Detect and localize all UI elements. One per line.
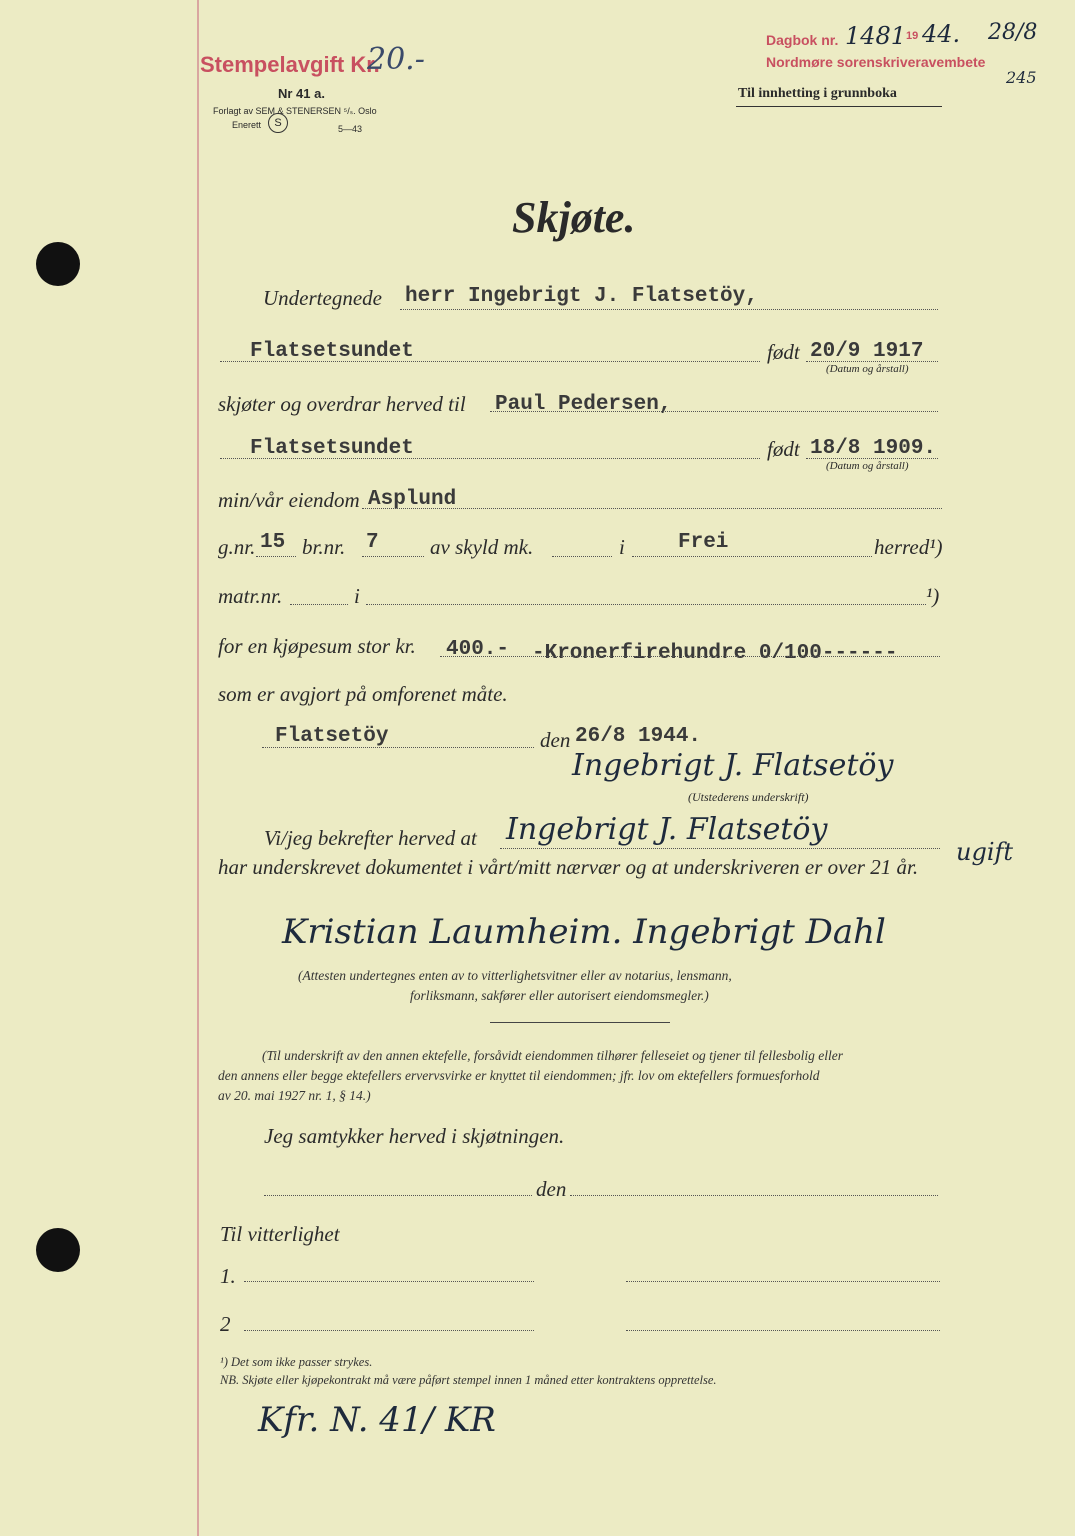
date-hint-2: (Datum og årstall) xyxy=(826,460,909,472)
witness-confirm-line2: har underskrevet dokumentet i vårt/mitt nærvær og at underskriveren er over 21 år. xyxy=(218,855,919,879)
document-title: Skjøte. xyxy=(512,193,636,242)
date-value: 26/8 1944. xyxy=(575,725,702,748)
witness-confirm-label: Vi/jeg bekrefter herved at xyxy=(264,826,477,850)
publisher-line: Forlagt av SEM & STENERSEN ⁵/ₛ. Oslo xyxy=(213,106,377,116)
bnr-value: 7 xyxy=(366,531,379,554)
i-label: i xyxy=(619,535,625,559)
unmarried-note: ugift xyxy=(956,838,1014,866)
transfer-value: Paul Pedersen, xyxy=(495,393,672,416)
undersigned-value: herr Ingebrigt J. Flatsetöy, xyxy=(405,285,758,308)
journal-year-prefix: 19 xyxy=(906,30,919,42)
born1-value: 20/9 1917 xyxy=(810,340,924,363)
seller-signature: Ingebrigt J. Flatsetöy xyxy=(572,748,894,783)
punch-hole-top xyxy=(36,242,80,286)
municipality-value: Frei xyxy=(678,531,729,554)
punch-hole-bottom xyxy=(36,1228,80,1272)
stamp-fee-label: Stempelavgift Kr. xyxy=(200,52,380,77)
property-label: min/vår eiendom xyxy=(218,488,360,512)
den-label: den xyxy=(540,728,571,752)
page-reference: 245 xyxy=(1006,68,1037,87)
spouse-note-line3: av 20. mai 1927 nr. 1, § 14.) xyxy=(218,1088,371,1103)
publisher-logo-icon: S xyxy=(268,113,288,133)
witness-signatures: Kristian Laumheim. Ingebrigt Dahl xyxy=(282,912,886,952)
registry-note: Til innhetting i grunnboka xyxy=(738,86,897,101)
born1-label: født xyxy=(767,340,800,364)
skyld-label: av skyld mk. xyxy=(430,535,534,559)
witness-title: Til vitterlighet xyxy=(220,1222,340,1246)
court-office: Nordmøre sorenskriveravembete xyxy=(766,54,986,70)
registry-underline xyxy=(736,106,942,107)
price-words: -Kronerfirehundre 0/100------ xyxy=(532,642,898,665)
footnote-2: NB. Skjøte eller kjøpekontrakt må være påført stempel innen 1 måned etter kontraktens opprettelse. xyxy=(220,1373,717,1387)
consent-label: Jeg samtykker herved i skjøtningen. xyxy=(264,1124,565,1148)
journal-number: 1481 xyxy=(845,22,907,50)
price-label: for en kjøpesum stor kr. xyxy=(218,634,416,658)
property-value: Asplund xyxy=(368,488,457,511)
witness2-number: 2 xyxy=(220,1312,231,1336)
attest-note-line1: (Attesten undertegnes enten av to vitterlighetsvitner eller av notarius, lensmann, xyxy=(298,968,732,983)
spouse-note-line1: (Til underskrift av den annen ektefelle, forsåvidt eiendommen tilhører felleseiet og tjener til fellesbolig eller xyxy=(262,1048,843,1063)
journal-date: 28/8 xyxy=(988,20,1038,45)
price-value: 400.- xyxy=(446,638,510,661)
address1-value: Flatsetsundet xyxy=(250,340,414,363)
bottom-annotation: Kfr. N. 41/ KR xyxy=(258,1400,496,1440)
transfer-label: skjøter og overdrar herved til xyxy=(218,392,466,416)
seller-signature-caption: (Utstederens underskrift) xyxy=(688,790,809,804)
paren-note: ¹) xyxy=(926,584,940,608)
place-value: Flatsetöy xyxy=(275,725,389,748)
gnr-value: 15 xyxy=(260,531,286,554)
matr-label: matr.nr. xyxy=(218,584,283,608)
spouse-note-line2: den annens eller begge ektefellers ervervsvirke er knyttet til eiendommen; jfr. lov om ektefellers formuesforhold xyxy=(218,1068,820,1083)
settled-label: som er avgjort på omforenet måte. xyxy=(218,682,508,706)
publisher-rights: Enerett xyxy=(232,120,262,130)
undersigned-label: Undertegnede xyxy=(263,286,382,310)
form-number: Nr 41 a. xyxy=(278,86,325,101)
stamp-fee-value: 20.- xyxy=(367,42,425,77)
witness1-number: 1. xyxy=(220,1264,236,1288)
red-margin-line xyxy=(197,0,199,1536)
i-label-2: i xyxy=(354,584,360,608)
witness-confirm-name: Ingebrigt J. Flatsetöy xyxy=(506,812,828,847)
journal-label: Dagbok nr. xyxy=(766,32,839,48)
born2-value: 18/8 1909. xyxy=(810,437,937,460)
address2-value: Flatsetsundet xyxy=(250,437,414,460)
footnote-1: ¹) Det som ikke passer strykes. xyxy=(220,1355,373,1369)
attest-note-line2: forliksmann, sakfører eller autorisert eiendomsmegler.) xyxy=(410,988,709,1003)
separator-line xyxy=(490,1022,670,1023)
date-hint-1: (Datum og årstall) xyxy=(826,363,909,375)
bnr-label: br.nr. xyxy=(302,535,346,559)
publisher-date: 5—43 xyxy=(338,124,363,134)
herred-label: herred¹) xyxy=(874,535,943,559)
den2-label: den xyxy=(536,1177,567,1201)
gnr-label: g.nr. xyxy=(218,535,256,559)
born2-label: født xyxy=(767,437,800,461)
journal-year: 44. xyxy=(922,20,961,48)
